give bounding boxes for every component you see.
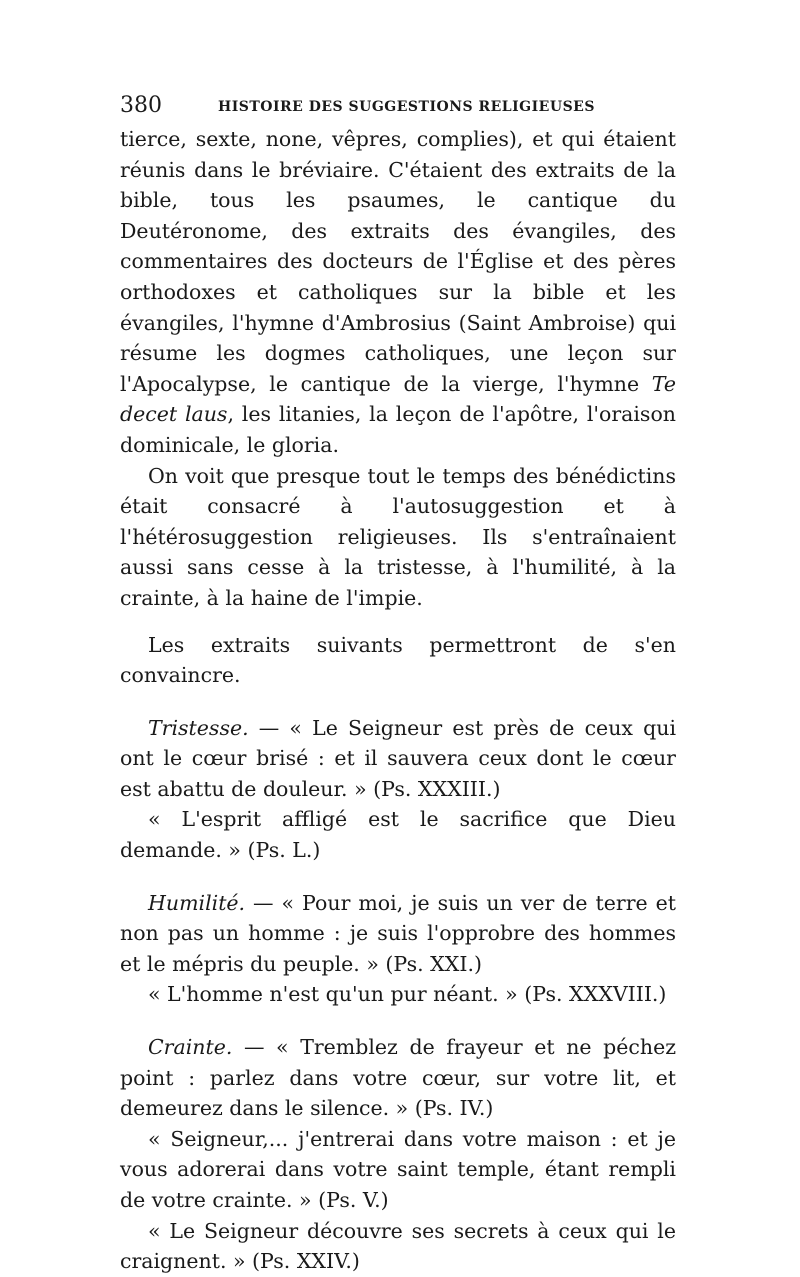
entry-humilite xyxy=(120,888,676,980)
entry-humilite-quote: — « Pour moi, je suis un ver de terre et non pas un homme : je suis l'opprobre des hommes et le mépris du peuple. » (Ps. XXI.) xyxy=(120,890,676,976)
entry-tristesse xyxy=(120,713,676,805)
running-title: HISTOIRE DES SUGGESTIONS RELIGIEUSES xyxy=(218,99,595,115)
paragraph-breviary-end: , les litanies, la leçon de l'apôtre, l'oraison dominicale, le gloria. xyxy=(120,402,676,457)
entry-crainte-quote: — « Tremblez de frayeur et ne péchez point : parlez dans votre cœur, sur votre lit, et demeurez dans le silence. » (Ps. IV.) xyxy=(120,1035,676,1121)
entry-tristesse-label: Tristesse. xyxy=(148,715,249,740)
entry-tristesse-quote: — « Le Seigneur est près de ceux qui ont le cœur brisé : et il sauvera ceux dont le cœur est abattu de douleur. » (Ps. XXXIII.) xyxy=(120,715,676,801)
paragraph-extracts-intro: Les extraits suivants permettront de s'en convaincre. xyxy=(120,632,676,688)
entry-tristesse-quote-2: « L'esprit affligé est le sacrifice que Dieu demande. » (Ps. L.) xyxy=(120,807,676,863)
hymn-title: Te decet laus xyxy=(120,371,676,427)
page-header xyxy=(120,92,680,122)
paragraph-breviary-text: tierce, sexte, none, vêpres, complies), et qui étaient réunis dans le bréviaire. C'étaient des extraits de la bible, tous les psaumes, le cantique du Deutéronome, des extraits des évangiles, des commentaires des docteurs de l'Église et des pères orthodoxes et catholiques sur la bible et les évangiles, l'hymne d'Ambrosius (Saint Ambroise) qui résume les dogmes catholiques, une leçon sur l'Apocalypse, le cantique de la vierge, l'hymne xyxy=(120,127,676,396)
page-number: 380 xyxy=(120,93,162,118)
entry-humilite-label: Humilité. xyxy=(148,890,246,915)
entry-crainte xyxy=(120,1032,676,1124)
body-text xyxy=(120,124,676,1277)
paragraph-benedictines: On voit que presque tout le temps des bénédictins était consacré à l'autosuggestion et à l'hétérosuggestion religieuses. Ils s'entraînaient aussi sans cesse à la tristesse, à l'humilité, à la crainte, à la haine de l'impie. xyxy=(120,463,676,610)
entry-crainte-quote-3: « Le Seigneur découvre ses secrets à ceux qui le craignent. » (Ps. XXIV.) xyxy=(120,1218,676,1274)
entry-crainte-label: Crainte. xyxy=(148,1035,233,1060)
paragraph-breviary xyxy=(120,124,676,461)
entry-humilite-quote-2: « L'homme n'est qu'un pur néant. » (Ps. XXXVIII.) xyxy=(148,982,667,1007)
entry-crainte-quote-2: « Seigneur,... j'entrerai dans votre maison : et je vous adorerai dans votre saint temple, étant rempli de votre crainte. » (Ps. V.) xyxy=(120,1126,676,1212)
